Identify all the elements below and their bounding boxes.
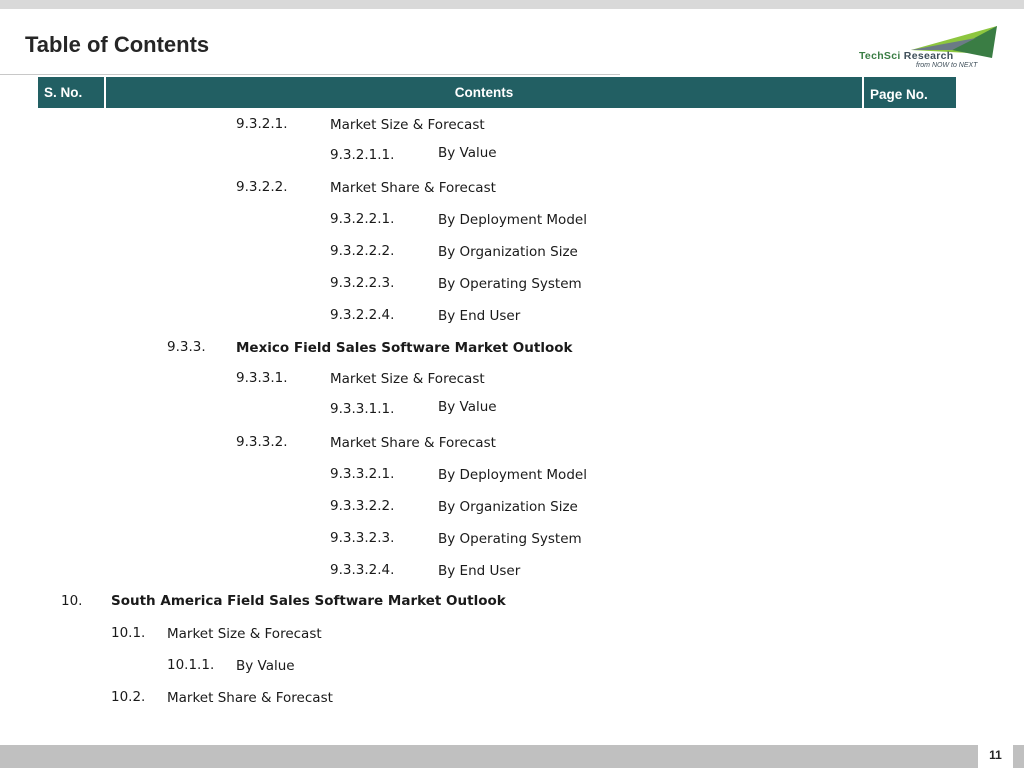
- toc-label: Market Share & Forecast: [330, 435, 496, 451]
- footer-band: [0, 745, 1024, 768]
- toc-label: By Organization Size: [438, 244, 578, 260]
- toc-number: 9.3.2.2.2.: [330, 243, 395, 259]
- toc-label: By Deployment Model: [438, 467, 587, 483]
- toc-label: By End User: [438, 563, 521, 579]
- toc-number: 9.3.3.2.2.: [330, 498, 395, 514]
- toc-number: 9.3.3.2.4.: [330, 562, 395, 578]
- toc-label: Mexico Field Sales Software Market Outlook: [236, 340, 573, 356]
- logo-wordmark: [859, 50, 954, 62]
- toc-label: By Operating System: [438, 276, 582, 292]
- toc-label: By Value: [438, 145, 497, 161]
- toc-number: 9.3.2.1.1.: [330, 147, 395, 163]
- toc-number: 9.3.3.2.1.: [330, 466, 395, 482]
- logo-tagline: from NOW to NEXT: [916, 62, 978, 69]
- title-divider: [0, 74, 620, 75]
- toc-label: South America Field Sales Software Market Outlook: [111, 593, 506, 609]
- top-band: [0, 0, 1024, 9]
- toc-label: By End User: [438, 308, 521, 324]
- toc-number: 9.3.2.2.: [236, 179, 288, 195]
- toc-number: 9.3.3.1.1.: [330, 401, 395, 417]
- toc-label: Market Size & Forecast: [330, 117, 485, 133]
- toc-label: By Deployment Model: [438, 212, 587, 228]
- toc-number: 10.1.1.: [167, 657, 215, 673]
- toc-number: 9.3.2.1.: [236, 116, 288, 132]
- toc-number: 10.2.: [111, 689, 146, 705]
- toc-number: 10.: [61, 593, 83, 609]
- toc-label: Market Share & Forecast: [330, 180, 496, 196]
- header-serial-number: S. No.: [38, 77, 104, 108]
- logo-wordmark-part1: TechSci: [859, 50, 901, 62]
- toc-label: Market Size & Forecast: [167, 626, 322, 642]
- toc-number: 9.3.3.2.: [236, 434, 288, 450]
- toc-label: By Value: [438, 399, 497, 415]
- toc-label: Market Share & Forecast: [167, 690, 333, 706]
- header-page-number: Page No.: [864, 77, 956, 108]
- page-number: 11: [978, 741, 1013, 768]
- toc-label: By Value: [236, 658, 295, 674]
- header-contents: Contents: [106, 77, 862, 108]
- page-title: Table of Contents: [25, 32, 210, 57]
- table-header: [38, 77, 956, 108]
- toc-label: Market Size & Forecast: [330, 371, 485, 387]
- toc-number: 10.1.: [111, 625, 146, 641]
- toc-number: 9.3.2.2.1.: [330, 211, 395, 227]
- logo-wordmark-part2: Research: [900, 50, 954, 62]
- toc-label: By Operating System: [438, 531, 582, 547]
- techsci-logo: [856, 24, 1001, 74]
- toc-number: 9.3.3.: [167, 339, 206, 355]
- toc-label: By Organization Size: [438, 499, 578, 515]
- toc-number: 9.3.3.2.3.: [330, 530, 395, 546]
- toc-number: 9.3.3.1.: [236, 370, 288, 386]
- toc-number: 9.3.2.2.4.: [330, 307, 395, 323]
- toc-number: 9.3.2.2.3.: [330, 275, 395, 291]
